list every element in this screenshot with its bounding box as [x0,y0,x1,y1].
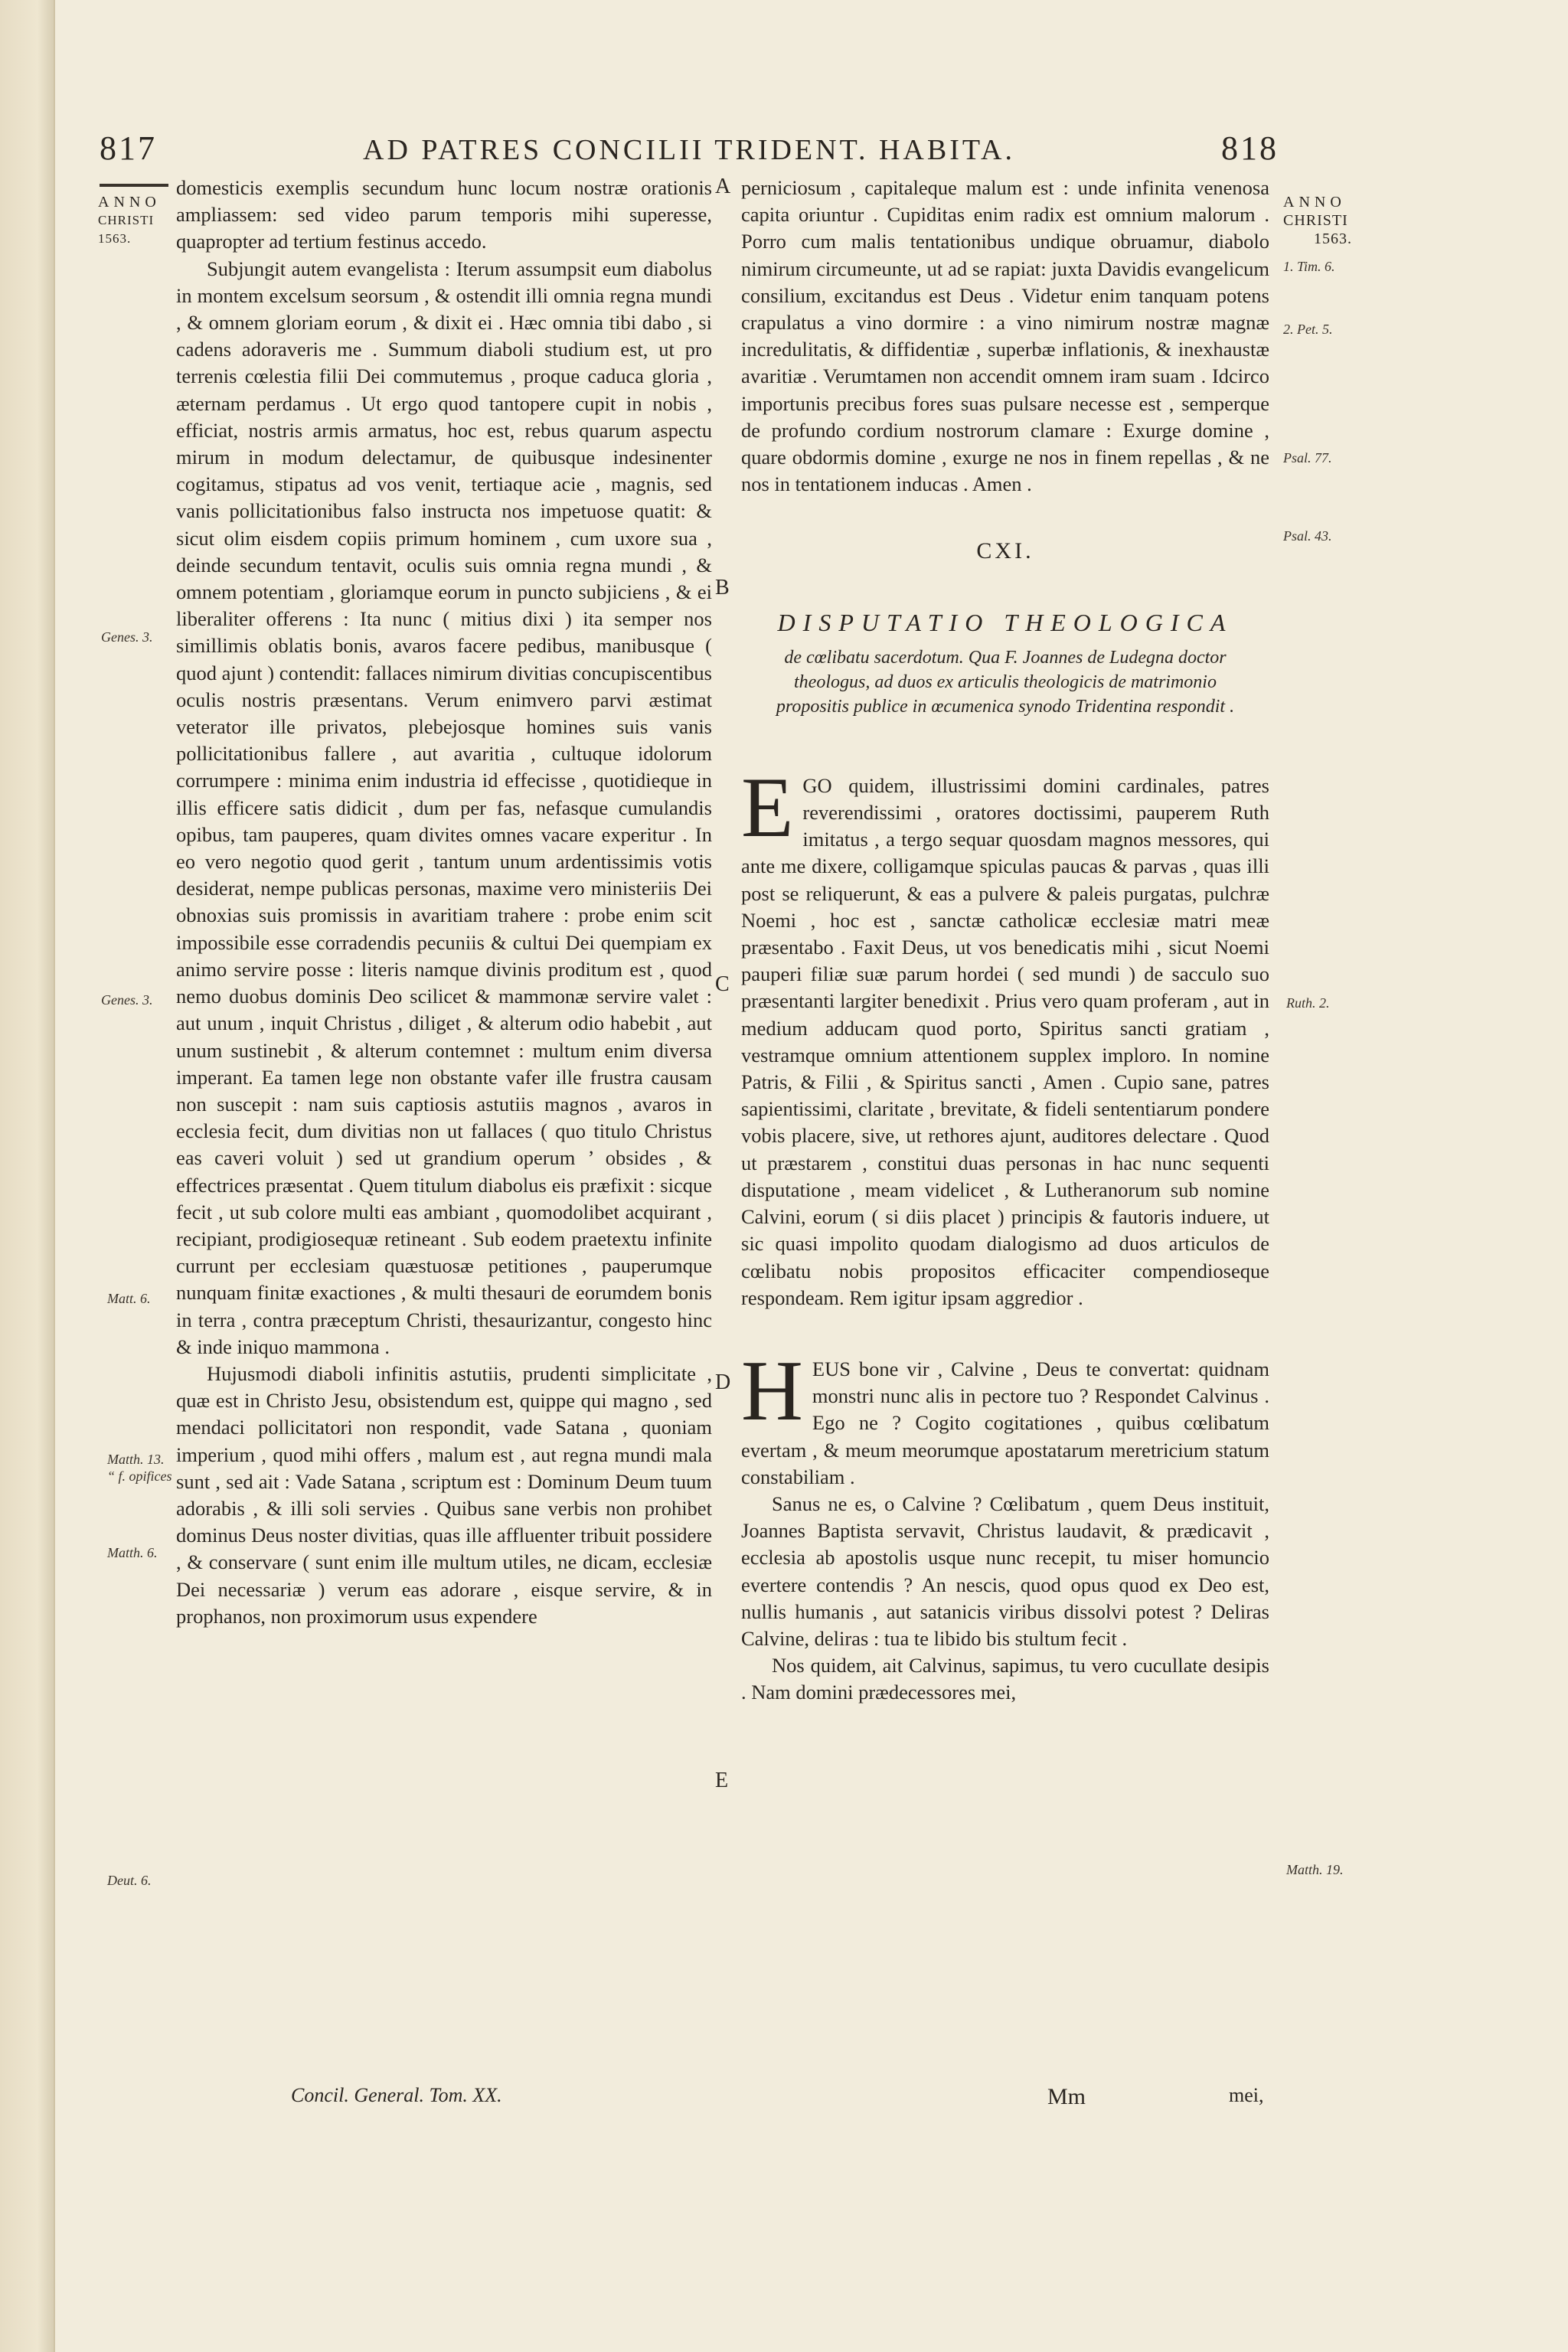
drop-cap: E [741,760,794,855]
margin-note: Deut. 6. [107,1873,152,1888]
anno-christi-left: ANNO CHRISTI 1563. [98,194,161,246]
paragraph: Hujusmodi diaboli infinitis astutiis, prudenti simplicitate , quæ est in Christo Jesu, obsistendum est, quippe qui magno , sed mendaci pollicitatori non respondit, vade Satana , quoniam imperium , quod mihi offers , malum est , aut regna mundi mala sunt , sed ait : Vade Satana , scriptum est : Dominum Deum tuum adorabis , & illi soli servies . Quibus sane verbis non prohibet dominus Deus noster divitias, quas ille affluenter tribuit possidere , & conservare ( sunt enim ille multum utiles, ne dicam, ecclesiæ Dei necessariæ ) verum eas adorare , eisque servire, & in prophanos, non proximorum usus expendere [176,1361,712,1628]
margin-note: 1. Tim. 6. [1283,259,1335,274]
section-letter: A [715,175,731,198]
running-title: AD PATRES CONCILII TRIDENT. HABITA. [363,134,1015,166]
drop-cap: H [741,1343,803,1439]
page-number-left: 817 [100,129,157,167]
section-letter: C [715,972,730,996]
disputation-subtitle: de cœlibatu sacerdotum. Qua F. Joannes de Ludegna doctor theologus, ad duos ex articulis theologicis de matrimonio propositis publice in œcumenica synodo Tridentina respondit . [776,647,1235,717]
margin-note: Ruth. 2. [1286,995,1330,1011]
anno-christi-right: ANNO CHRISTI 1563. [1283,194,1352,247]
margin-note: 2. Pet. 5. [1283,322,1333,337]
margin-note: Genes. 3. [101,629,153,645]
paragraph: Nos quidem, ait Calvinus, sapimus, tu vero cucullate desipis . Nam domini prædecessores mei, [741,1654,1269,1704]
paragraph: Subjungit autem evangelista : Iterum assumpsit eum diabolus in montem excelsum seorsum , & ostendit illi omnia regna mundi , & omnem gloriam eorum , & dixit ei . Hæc omnia tibi dabo , si cadens adoraveris me . Summum diaboli studium est, ut pro terrenis cœlestia filii Dei commutemus , proque caduca gloria , æternam perdamus . Ut ergo quod tantopere cupit in nobis , efficiat, nostris armis armatus, hoc est, rebus quarum aspectu mirum in modum delectamur, de quibusque indesinenter cogitamus, stipatus ad vos venit, tertiaque acie , magnis, sed vanis pollicitationibus falso instructa nos impetuose quatit: & sicut olim eisdem copiis primum hominem , cum uxore sua , deinde secundum tentavit, oculis suis omnia regna mundi , & omnem potentiam , gloriamque eorum in puncto subjiciens , & ei liberaliter offerens : Ita nunc ( mitius dixi ) ita semper nos simillimis oblatis bonis, avaros facere pedibus, manibusque ( quod ajunt ) contendit: fallaces nimirum divitias concupiscentibus oculis nostris præsentans. Verum enimvero parvi æstimat veterator ille privatos, plebejosque homines suis vanis pollicitationibus fallere , aut avaritia , cultuque idolorum corrumpere : minima enim industria id effecisse , quotidieque in illis efficere satis didicit , dum per fas, nefasque cumulandis opibus, tam pauperes, quam divites omnes vacare experitur . In eo vero negotio quod gerit , tantum unum ardentissimis votis desiderat, nempe publicas personas, maxime vero ministeriis Dei obnoxias suis promissis in avaritiam trahere : probe enim scit impossibile esse corradendis pecuniis & cultui Dei quempiam ex animo servire posse : literis namque divinis proditum est , quod nemo duobus dominis Deo scilicet & mammonæ servire valet : aut unum , inquit Christus , diliget , & alterum odio habebit , aut unum sustinebit , & alterum contemnet : multum enim diversa imperant. Ea tamen lege non obstante vafer ille frustra causam non suscepit : nam suis captiosis astutiis magnos , avaros in ecclesia fecit, dum divitias non ut fallaces ( quo titulo Christus eas caveri voluit ) sed ut grandium operum ’ obsides , & effectrices præsentat . Quem titulum diabolus eis præfixit : sicque fecit , ut sub colore multi eas ambiant , quomodolibet acquirant , recipiant, prodigiosequæ retineant . Sub eodem praetextu infinite currunt per ecclesiam quæstuosæ petitiones , pauperumque nunquam finitæ exactiones , & multi thesauri de eorumdem bonis in terra , contra præceptum Christi, thesaurizantur, congesto hinc & inde iniquo mammona . [176,256,712,1358]
margin-note: Matth. 6. [107,1545,158,1560]
adjacent-page-edge [0,0,55,2352]
chapter-number: CXI. [976,538,1034,564]
section-letter: E [715,1769,729,1792]
right-text-column [741,175,1269,1707]
paragraph: perniciosum , capitaleque malum est : unde infinita venenosa capita oriuntur . Cupiditas enim radix est omnium malorum . Porro cum malis tentationibus undique obruamur, diabolo nimirum circumeunte, ut ad se rapiat: juxta Davidis evangelicum consilium, excitandus est Deus . Videtur enim tanquam potens crapulatus a vino dormire : a vino nimirum nostræ magnæ incredulitatis, & diffidentiæ , superbæ inflationis, & inexhaustæ avaritiæ . Verumtamen non accendit omnem iram suam . Idcirco importunis precibus fores suas pulsare necesse est , semperque de profundo cordium nostrorum clamare : Exurge domine , quare obdormis domine , exurge ne nos in finem repellas , & ne nos in tentationem inducas . Amen . [741,176,1269,496]
margin-note: Psal. 77. [1283,450,1332,466]
spacer [741,1312,1269,1356]
paragraph: HEUS bone vir , Calvine , Deus te convertat: quidnam monstri nunc alis in pectore tuo ? Respondet Calvinus . Ego ne ? Cogito cogitationes , quibus cœlibatum evertam , & meum meorumque apostatarum meretricium statum constabiliam . [741,1343,1269,1488]
margin-note: Genes. 3. [101,992,153,1008]
margin-note: Matth. 19. [1286,1862,1344,1877]
margin-note: “ f. opifices [107,1468,172,1484]
page-number-right: 818 [1221,129,1279,167]
paragraph: EGO quidem, illustrissimi domini cardinales, patres reverendissimi , oratores doctissimi, pauperem Ruth imitatus , a tergo sequar quosdam magnos messores, qui ante me dixere, colligamque spiculas paucas & parvas , quas illi post se reliquerunt, & eas a pulvere & paleis purgatas, pulchræ Noemi , hoc est , sanctæ catholicæ ecclesiæ matri meæ præsentabo . Faxit Deus, ut vos benedicatis mihi , sicut Noemi pauperi filiæ suæ parum hordei ( sed mundi ) de sacculo suo præsentanti largiter benedixit . Prius vero quam proferam , aut in medium adducam quod porto, Spiritus sancti gratiam , vestramque omnium attentionem supplex imploro. In nomine Patris, & Filii , & Spiritus sancti , Amen . Cupio sane, patres sapientissimi, claritate , brevitate, & fideli sententiarum pondere vobis placere, sive, ut rethores ajunt, auditores delectare . Quod ut præstarem , constitui duas personas in hac nunc sequenti disputatione , meam videlicet , & Lutheranorum sub nomine Calvini, eorum ( si diis placet ) principis & fautoris induere, ut sic quasi impolito quodam dialogismo ad duos articulos de cœlibatu nobis propositos efficaciter compendioseque respondeam. Rem igitur ipsam aggredior . [741,760,1269,1309]
disputation-title: DISPUTATIO THEOLOGICA [777,608,1233,636]
left-text-column [176,175,712,1630]
running-header [100,129,1279,175]
catchword: mei, [1229,2084,1264,2106]
margin-note: Psal. 43. [1283,528,1332,544]
footer-volume: Concil. General. Tom. XX. [291,2084,502,2106]
section-letter: B [715,576,730,599]
paragraph: Sanus ne es, o Calvine ? Cœlibatum , quem Deus instituit, Joannes Baptista servavit, Christus laudavit, & prædicavit , ecclesia ab apostolis usque nunc recepit, tu miser homuncio evertere contendis ? An nescis, quod opus quod ex Deo est, nullis humanis , aut satanicis viribus dissolvi potest ? Deliras Calvine, deliras : tua te libido bis stultum fecit . [741,1491,1269,1650]
signature-mark: Mm [1047,2084,1086,2109]
header-rule [100,184,168,187]
paragraph: domesticis exemplis secundum hunc locum nostræ orationis ampliassem: sed video parum temporis mihi superesse, quapropter ad tertium festinus accedo. [176,176,712,253]
section-letter: D [715,1370,731,1394]
margin-note: Matt. 6. [107,1291,151,1306]
margin-note: Matth. 13. [107,1452,165,1467]
